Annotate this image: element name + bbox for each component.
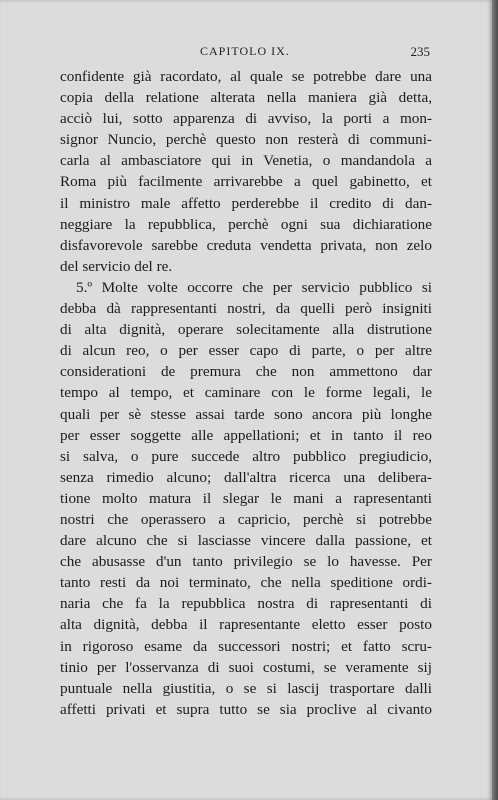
text-line: Roma più facilmente arrivarebbe a quel gabinetto, et (60, 173, 432, 191)
text-line: puntuale nella giustitia, o se si lascij trasportare dalli (60, 679, 432, 697)
page-header (60, 44, 430, 62)
text-line: in rigoroso esame da successori nostri; et fatto scru- (60, 637, 432, 655)
text-line: acciò lui, sotto apparenza di avviso, la porti a mon- (60, 110, 432, 128)
text-line: naria che fa la repubblica nostra di rapresentanti di (60, 595, 432, 613)
body-text (60, 66, 432, 720)
text-line: confidente già racordato, al quale se potrebbe dare una (60, 68, 432, 85)
text-line: si salva, o pure succede altro pubblico pregiudicio, (60, 447, 432, 465)
text-line: di alcun reo, o per esser capo di parte, o per altre (60, 342, 432, 360)
text-line: per esser soggette alle appellationi; et in tanto il reo (60, 426, 432, 444)
text-line: tempo al tempo, et caminare con le forme legali, le (60, 384, 432, 402)
text-line: del servicio del re. (60, 257, 173, 275)
text-line: affetti privati et supra tutto se sia proclive al civanto (60, 700, 432, 718)
text-line: alta dignità, debba il rapresentante eletto esser posto (60, 616, 432, 634)
text-line: neggiare la repubblica, perchè ogni sua dichiaratione (60, 215, 432, 233)
text-line: dare alcuno che si lasciasse vincere dalla passione, et (60, 532, 432, 550)
text-line: tanto resti da noi terminato, che nella speditione ordi- (60, 574, 432, 592)
text-line: signor Nuncio, perchè questo non resterà di communi- (60, 131, 432, 149)
text-line: che abusasse d'un tanto privilegio se lo havesse. Per (60, 553, 432, 571)
text-line: considerationi de premura che non ammettono dar (60, 363, 432, 381)
text-line: di alta dignità, operare solecitamente alla distrutione (60, 321, 432, 339)
page-edge-shadow (492, 0, 498, 800)
running-head: CAPITOLO IX. (200, 44, 290, 58)
text-line: il ministro male affetto perderebbe il credito di dan- (60, 194, 432, 212)
text-line: quali per sè stesse assai tarde sono ancora più longhe (60, 405, 432, 423)
text-line: tinio per l'osservanza di suoi costumi, se veramente sij (60, 658, 432, 676)
text-line: copia della relatione alterata nella maniera già detta, (60, 89, 432, 107)
page-number: 235 (410, 44, 430, 59)
text-line: carla al ambasciatore qui in Venetia, o mandandola a (60, 152, 432, 170)
text-line: senza rimedio alcuno; dall'altra ricerca una delibera- (60, 468, 432, 486)
text-line: tione molto matura il slegar le mani a rapresentanti (60, 489, 432, 507)
text-line: debba dà rappresentanti nostri, da quelli però insigniti (60, 300, 432, 318)
text-line: nostri che operassero a capricio, perchè si potrebbe (60, 510, 432, 528)
paragraph-start-line: 5.º Molte volte occorre che per servicio pubblico si (76, 278, 432, 296)
text-line: disfavorevole sarebbe creduta vendetta privata, non zelo (60, 236, 432, 254)
